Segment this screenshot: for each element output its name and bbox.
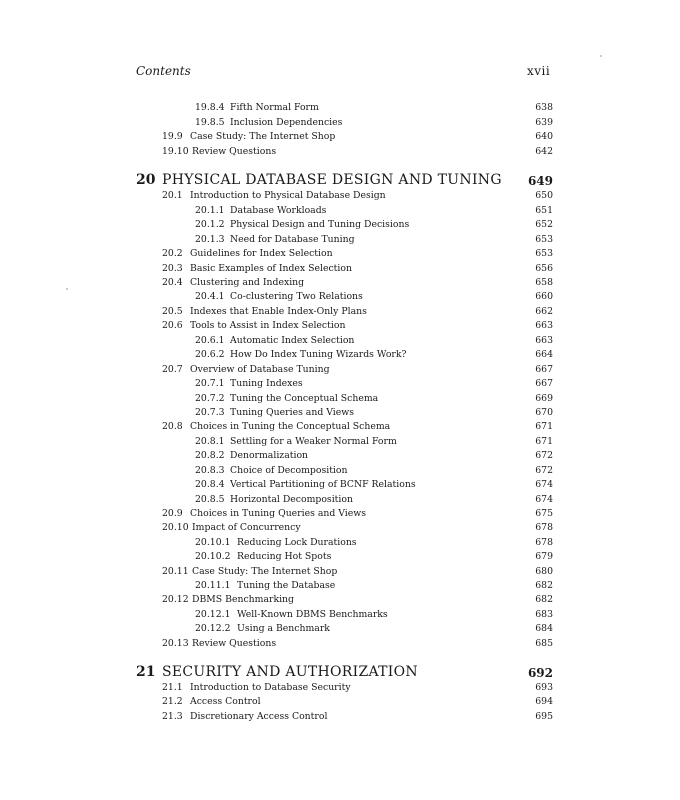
toc-entry-number: 20.3	[162, 263, 183, 274]
toc-entry-number: 20.2	[162, 248, 183, 259]
toc-entry-title: Automatic Index Selection	[230, 335, 355, 346]
toc-entry-number: 21.2	[162, 696, 183, 707]
toc-entry-number: 20.6.2	[195, 349, 225, 360]
toc-entry-page: 660	[535, 291, 553, 302]
toc-entry-page: 679	[535, 551, 553, 562]
toc-entry-number: 20.8.1	[195, 436, 225, 447]
running-header-page-number: xvii	[527, 64, 551, 78]
toc-entry-page: 639	[535, 117, 553, 128]
toc-entry-number: 20.13	[162, 638, 189, 649]
toc-entry-title: Tools to Assist in Index Selection	[190, 320, 346, 331]
toc-entry-number: 20.12.1	[195, 609, 231, 620]
toc-entry-page: 693	[535, 682, 553, 693]
toc-entry-title: Database Workloads	[230, 205, 327, 216]
toc-entry-title: Inclusion Dependencies	[230, 117, 343, 128]
toc-entry-title: Introduction to Database Security	[190, 682, 351, 693]
toc-entry-title: Denormalization	[230, 450, 309, 461]
toc-entry-title: Guidelines for Index Selection	[190, 248, 333, 259]
toc-entry-page: 658	[535, 277, 553, 288]
toc-entry-number: 20.12	[162, 594, 189, 605]
toc-entry-title: Settling for a Weaker Normal Form	[230, 436, 397, 447]
toc-entry-number: 20.1.3	[195, 234, 225, 245]
toc-entry-page: 653	[535, 234, 553, 245]
toc-entry-title: Co-clustering Two Relations	[230, 291, 363, 302]
toc-entry-title: Indexes that Enable Index-Only Plans	[190, 306, 367, 317]
toc-entry-number: 20.8	[162, 421, 183, 432]
toc-entry-number: 19.10	[162, 146, 189, 157]
toc-entry-title: Choices in Tuning the Conceptual Schema	[190, 421, 391, 432]
toc-entry-page: 674	[535, 479, 553, 490]
toc-entry-page: 656	[535, 263, 553, 274]
toc-entry-title: How Do Index Tuning Wizards Work?	[230, 349, 407, 360]
toc-entry-page: 671	[535, 436, 553, 447]
toc-entry-title: Access Control	[190, 696, 261, 707]
toc-entry-number: 20.7.3	[195, 407, 225, 418]
toc-entry-title: Discretionary Access Control	[190, 711, 328, 722]
toc-entry-title: Choices in Tuning Queries and Views	[190, 508, 367, 519]
toc-entry-title: Horizontal Decomposition	[230, 494, 353, 505]
toc-entry-page: 680	[535, 566, 553, 577]
toc-entry-title: Review Questions	[192, 146, 277, 157]
toc-entry-number: 20.7	[162, 364, 183, 375]
toc-entry-title: Overview of Database Tuning	[190, 364, 330, 375]
toc-entry-page: 662	[535, 306, 553, 317]
toc-entry-page: 663	[535, 335, 553, 346]
toc-entry-number: 19.8.4	[195, 102, 225, 113]
toc-entry-page: 682	[535, 580, 553, 591]
toc-entry-page: 642	[535, 146, 553, 157]
toc-entry-page: 667	[535, 364, 553, 375]
toc-entry-title: Case Study: The Internet Shop	[190, 131, 336, 142]
toc-entry-page: 638	[535, 102, 553, 113]
toc-entry-title: Tuning Indexes	[230, 378, 303, 389]
toc-entry-page: 694	[535, 696, 553, 707]
toc-entry-title: Reducing Lock Durations	[237, 537, 357, 548]
toc-entry-number: 20.4.1	[195, 291, 225, 302]
toc-entry-number: 20.11	[162, 566, 189, 577]
toc-entry-page: 684	[535, 623, 553, 634]
toc-entry-number: 19.9	[162, 131, 183, 142]
toc-entry-page: 685	[535, 638, 553, 649]
toc-entry-page: 667	[535, 378, 553, 389]
toc-entry-number: 20.8.3	[195, 465, 225, 476]
toc-entry-page: 651	[535, 205, 553, 216]
toc-entry-page: 672	[535, 465, 553, 476]
toc-entry-number: 20.11.1	[195, 580, 231, 591]
toc-entry-title: Tuning the Database	[237, 580, 336, 591]
toc-entry-number: 20.10.1	[195, 537, 231, 548]
toc-entry-number: 19.8.5	[195, 117, 225, 128]
toc-entry-title: Using a Benchmark	[237, 623, 330, 634]
toc-entry-page: 653	[535, 248, 553, 259]
toc-entry-title: Vertical Partitioning of BCNF Relations	[230, 479, 416, 490]
toc-entry-number: 20.5	[162, 306, 183, 317]
toc-entry-page: 674	[535, 494, 553, 505]
running-header-title: Contents	[136, 64, 191, 78]
toc-entry-page: 678	[535, 537, 553, 548]
chapter-number: 21	[136, 664, 156, 680]
toc-entry-page: 672	[535, 450, 553, 461]
toc-entry-number: 20.10	[162, 522, 189, 533]
toc-entry-number: 20.4	[162, 277, 183, 288]
toc-entry-number: 20.8.5	[195, 494, 225, 505]
toc-entry-title: Need for Database Tuning	[230, 234, 355, 245]
toc-entry-page: 664	[535, 349, 553, 360]
toc-entry-title: Well-Known DBMS Benchmarks	[237, 609, 388, 620]
toc-entry-title: Tuning Queries and Views	[230, 407, 354, 418]
toc-entry-number: 20.1	[162, 190, 183, 201]
toc-entry-number: 20.6.1	[195, 335, 225, 346]
toc-entry-number: 21.3	[162, 711, 183, 722]
toc-entry-number: 20.1.2	[195, 219, 225, 230]
toc-entry-page: 663	[535, 320, 553, 331]
scan-speck	[600, 55, 602, 57]
toc-entry-title: Basic Examples of Index Selection	[190, 263, 352, 274]
toc-entry-number: 21.1	[162, 682, 183, 693]
toc-entry-page: 650	[535, 190, 553, 201]
toc-entry-page: 669	[535, 393, 553, 404]
toc-entry-page: 640	[535, 131, 553, 142]
toc-entry-page: 678	[535, 522, 553, 533]
toc-entry-title: Clustering and Indexing	[190, 277, 305, 288]
toc-entry-title: Physical Design and Tuning Decisions	[230, 219, 410, 230]
toc-entry-title: Introduction to Physical Database Design	[190, 190, 386, 201]
toc-entry-title: Review Questions	[192, 638, 277, 649]
toc-entry-number: 20.12.2	[195, 623, 231, 634]
toc-entry-number: 20.7.1	[195, 378, 225, 389]
toc-entry-number: 20.1.1	[195, 205, 225, 216]
toc-entry-page: 675	[535, 508, 553, 519]
chapter-number: 20	[136, 172, 156, 188]
toc-entry-title: Reducing Hot Spots	[237, 551, 332, 562]
toc-entry-number: 20.9	[162, 508, 183, 519]
toc-entry-title: Fifth Normal Form	[230, 102, 319, 113]
chapter-page: 649	[527, 174, 553, 188]
toc-entry-page: 695	[535, 711, 553, 722]
toc-entry-page: 683	[535, 609, 553, 620]
toc-entry-page: 682	[535, 594, 553, 605]
toc-entry-number: 20.8.4	[195, 479, 225, 490]
toc-entry-number: 20.8.2	[195, 450, 225, 461]
toc-entry-title: Impact of Concurrency	[192, 522, 301, 533]
toc-entry-number: 20.7.2	[195, 393, 225, 404]
toc-entry-title: Case Study: The Internet Shop	[192, 566, 338, 577]
toc-entry-page: 652	[535, 219, 553, 230]
toc-entry-title: Tuning the Conceptual Schema	[230, 393, 379, 404]
chapter-page: 692	[527, 666, 553, 680]
chapter-title: SECURITY AND AUTHORIZATION	[162, 664, 418, 680]
toc-entry-page: 671	[535, 421, 553, 432]
toc-entry-page: 670	[535, 407, 553, 418]
toc-entry-number: 20.6	[162, 320, 183, 331]
scan-speck	[66, 288, 68, 290]
toc-entry-title: Choice of Decomposition	[230, 465, 348, 476]
toc-entry-number: 20.10.2	[195, 551, 231, 562]
toc-entry-title: DBMS Benchmarking	[192, 594, 294, 605]
chapter-title: PHYSICAL DATABASE DESIGN AND TUNING	[162, 172, 502, 188]
